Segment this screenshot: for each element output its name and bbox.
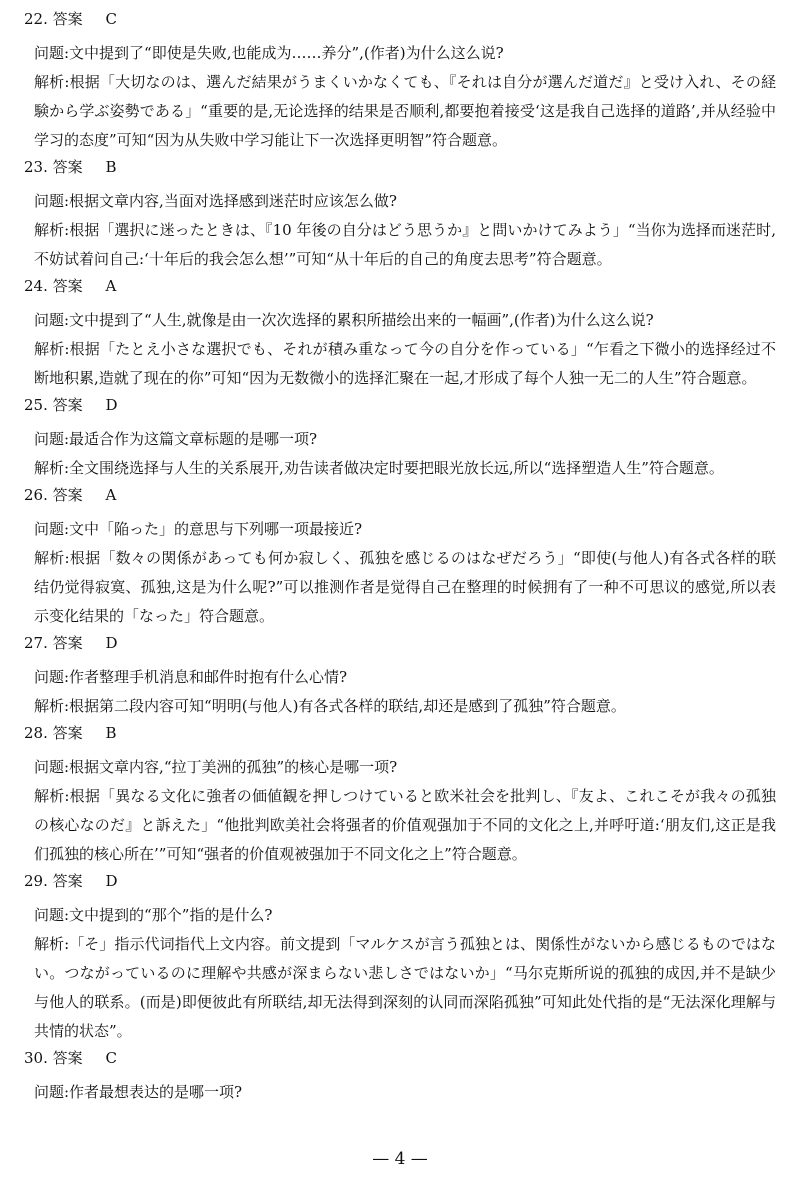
analysis-text: 解析:全文围绕选择与人生的关系展开,劝告读者做决定时要把眼光放长远,所以“选择塑造人生”符合题意。 (34, 459, 724, 477)
question-text: 问题:最适合作为这篇文章标题的是哪一项? (34, 430, 318, 448)
answer-item-23 (24, 158, 776, 274)
answer-item-22 (24, 10, 776, 155)
answer-letter: A (105, 277, 117, 295)
question-text: 问题:文中提到了“即使是失败,也能成为……养分”,(作者)为什么这么说? (34, 44, 504, 62)
analysis-text: 解析:根据「たとえ小さな選択でも、それが積み重なって今の自分を作っている」“乍看之下微小的选择经过不断地积累,造就了现在的你”可知“因为无数微小的选择汇聚在一起,才形成了每个人独一无二的人生”符合题意。 (34, 340, 776, 387)
answer-label: 答案 (52, 486, 83, 504)
answer-line (24, 277, 776, 295)
answer-label: 答案 (52, 872, 83, 890)
question-text: 问题:作者最想表达的是哪一项? (34, 1083, 243, 1101)
answer-label: 答案 (52, 158, 83, 176)
answer-line (24, 872, 776, 890)
answer-label: 答案 (52, 1049, 83, 1067)
answer-label: 答案 (52, 634, 83, 652)
answer-item-27 (24, 634, 776, 721)
answer-line (24, 634, 776, 652)
answer-item-28 (24, 724, 776, 869)
answer-line (24, 158, 776, 176)
answer-item-24 (24, 277, 776, 393)
item-number: 27. (24, 634, 48, 652)
answer-letter: C (105, 1049, 117, 1067)
answer-label: 答案 (52, 10, 83, 28)
item-number: 29. (24, 872, 48, 890)
analysis-text: 解析:根据「大切なのは、選んだ結果がうまくいかなくても、『それは自分が選んだ道だ』と受け入れ、その経験から学ぶ姿勢である」“重要的是,无论选择的结果是否顺利,都要抱着接受‘这是我自己选择的道路’,并从经验中学习的态度”可知“因为从失败中学习能让下一次选择更明智”符合题意。 (34, 73, 776, 149)
item-number: 22. (24, 10, 48, 28)
answer-label: 答案 (52, 724, 83, 742)
item-number: 30. (24, 1049, 48, 1067)
answer-line (24, 10, 776, 28)
question-text: 问题:文中提到了“人生,就像是由一次次选择的累积所描绘出来的一幅画”,(作者)为什么这么说? (34, 311, 654, 329)
answer-item-30 (24, 1049, 776, 1107)
item-number: 24. (24, 277, 48, 295)
answer-item-29 (24, 872, 776, 1046)
answer-letter: B (105, 724, 117, 742)
item-number: 26. (24, 486, 48, 504)
question-text: 问题:根据文章内容,当面对选择感到迷茫时应该怎么做? (34, 192, 397, 210)
item-number: 25. (24, 396, 48, 414)
answer-label: 答案 (52, 396, 83, 414)
answer-line (24, 396, 776, 414)
analysis-text: 解析:根据「数々の関係があっても何か寂しく、孤独を感じるのはなぜだろう」“即使(与他人)有各式各样的联结仍觉得寂寞、孤独,这是为什么呢?”可以推测作者是觉得自己在整理的时候拥有了一种不可思议的感觉,所以表示变化结果的「なった」符合题意。 (34, 549, 776, 625)
answer-letter: D (105, 872, 118, 890)
question-text: 问题:文中「陥った」的意思与下列哪一项最接近? (34, 520, 363, 538)
answer-line (24, 486, 776, 504)
answer-line (24, 724, 776, 742)
analysis-text: 解析:根据「異なる文化に強者の価値観を押しつけていると欧米社会を批判し、『友よ、これこそが我々の孤独の核心なのだ』と訴えた」“他批判欧美社会将强者的价值观强加于不同的文化之上,并呼吁道:‘朋友们,这正是我们孤独的核心所在’”可知“强者的价值观被强加于不同文化之上”符合题意。 (34, 787, 776, 863)
question-text: 问题:文中提到的“那个”指的是什么? (34, 906, 273, 924)
item-number: 28. (24, 724, 48, 742)
question-text: 问题:根据文章内容,“拉丁美洲的孤独”的核心是哪一项? (34, 758, 398, 776)
answer-item-25 (24, 396, 776, 483)
analysis-text: 解析:根据「選択に迷ったときは、『10 年後の自分はどう思うか』と問いかけてみよう」“当你为选择而迷茫时,不妨试着问自己:‘十年后的我会怎么想’”可知“从十年后的自己的角度去思考”符合题意。 (34, 221, 776, 268)
analysis-text: 解析:根据第二段内容可知“明明(与他人)有各式各样的联结,却还是感到了孤独”符合题意。 (34, 697, 626, 715)
question-text: 问题:作者整理手机消息和邮件时抱有什么心情? (34, 668, 348, 686)
answer-letter: B (105, 158, 117, 176)
item-number: 23. (24, 158, 48, 176)
answer-letter: A (105, 486, 117, 504)
answer-letter: D (105, 634, 118, 652)
answer-letter: C (105, 10, 117, 28)
answer-item-26 (24, 486, 776, 631)
answer-label: 答案 (52, 277, 83, 295)
page-number: — 4 — (372, 1149, 428, 1169)
answer-line (24, 1049, 776, 1067)
analysis-text: 解析:「そ」指示代词指代上文内容。前文提到「マルケスが言う孤独とは、関係性がないから感じるものではない。つながっているのに理解や共感が深まらない悲しさではないか」“马尔克斯所说的孤独的成因,并不是缺少与他人的联系。(而是)即便彼此有所联结,却无法得到深刻的认同而深陷孤独”可知此处代指的是“无法深化理解与共情的状态”。 (34, 935, 776, 1040)
answer-letter: D (105, 396, 118, 414)
